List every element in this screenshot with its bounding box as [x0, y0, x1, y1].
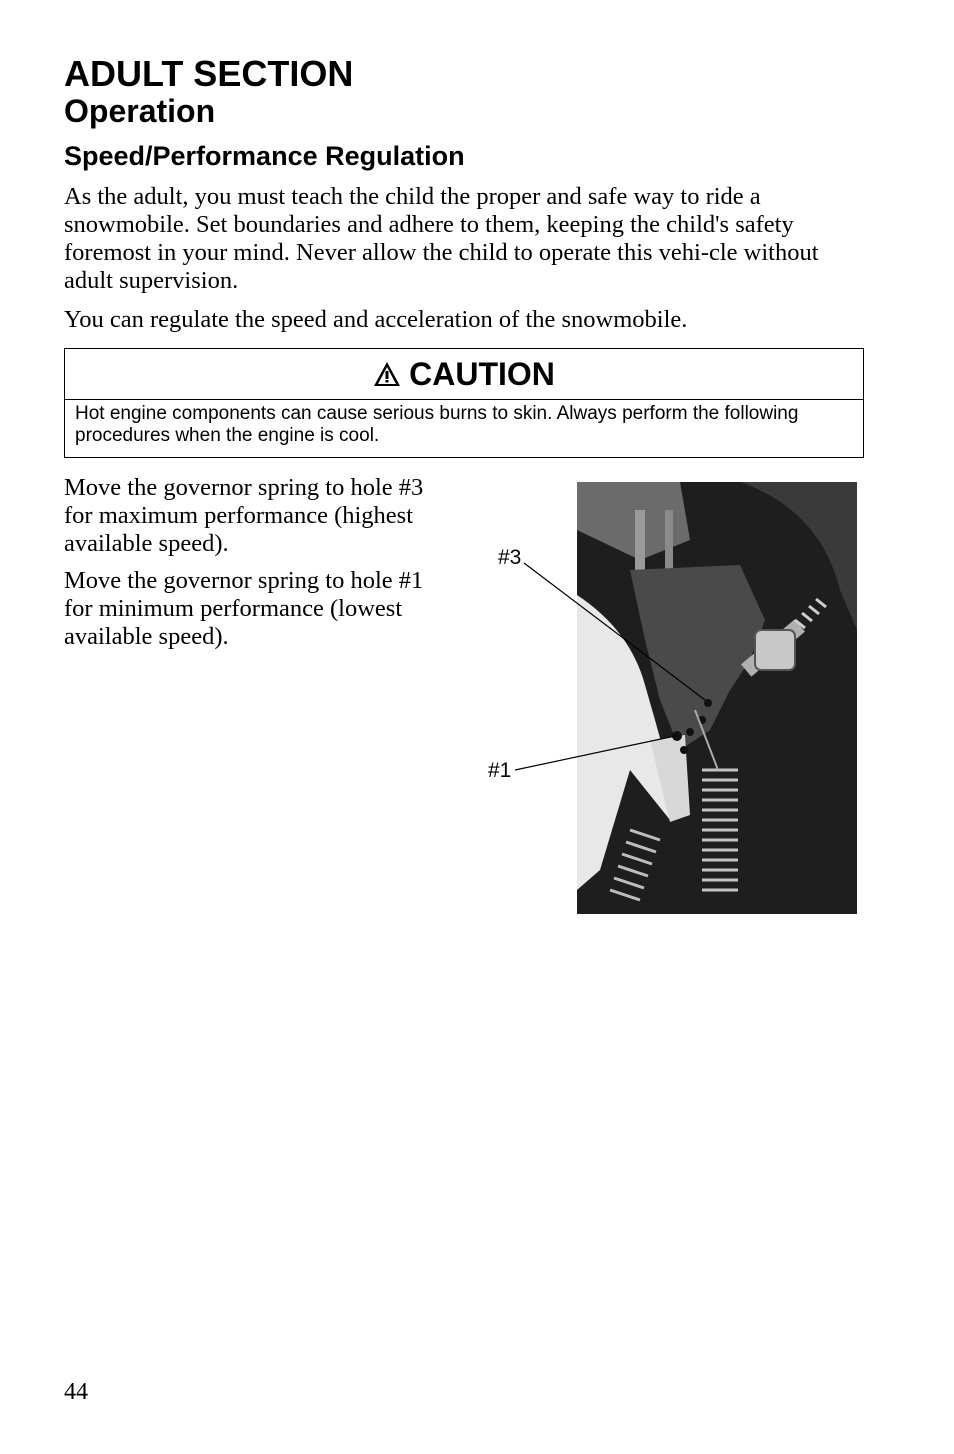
caution-text: Hot engine components can cause serious burns to skin. Always perform the following procedures when the engine is cool.: [75, 403, 799, 446]
paragraph-hole-1: Move the governor spring to hole #1 for minimum performance (lowest available speed).: [64, 567, 424, 650]
callout-hole-3: #3: [498, 546, 522, 569]
caution-title: CAUTION: [409, 355, 555, 392]
page-number: 44: [64, 1379, 88, 1405]
heading: Speed/Performance Regulation: [64, 141, 465, 171]
governor-spring-photo: [480, 470, 870, 920]
caution-box: [64, 348, 864, 458]
section-title: ADULT SECTION: [64, 53, 354, 94]
hole-3-marker: [704, 699, 712, 707]
callout-hole-1: #1: [488, 759, 512, 782]
subsection-title: Operation: [64, 93, 216, 129]
paragraph-hole-3: Move the governor spring to hole #3 for maximum performance (highest available speed).: [64, 474, 424, 557]
paragraph-intro: As the adult, you must teach the child the proper and safe way to ride a snowmobile. Set boundaries and adhere to them, keeping the child's safety foremost in your mind. Never allow the child to operate this vehi-cle without adult supervision.: [64, 183, 819, 294]
caution-header: [65, 349, 863, 400]
warning-triangle-icon: [373, 361, 401, 387]
paragraph-regulate: You can regulate the speed and acceleration of the snowmobile.: [64, 306, 688, 333]
